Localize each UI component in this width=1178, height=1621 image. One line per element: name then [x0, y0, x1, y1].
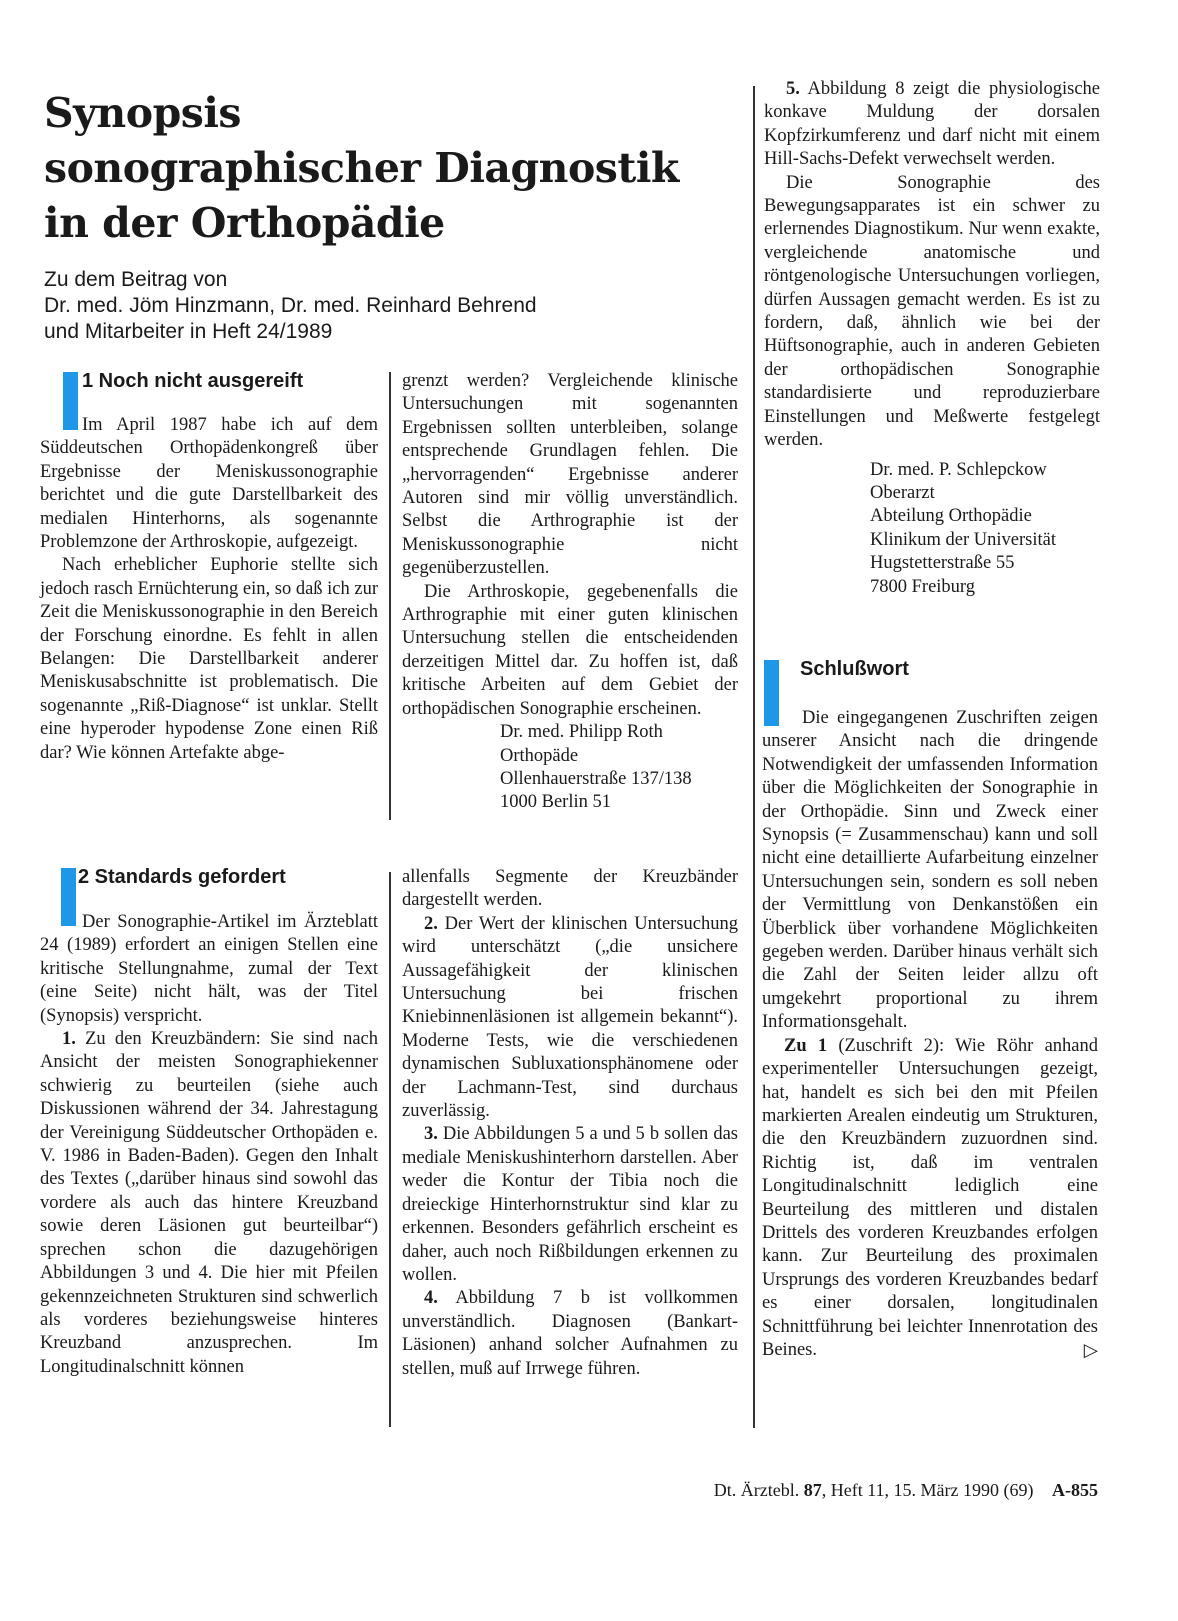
signature-line: Hugstetterstraße 55 — [870, 553, 1015, 574]
paragraph: Im April 1987 habe ich auf dem Süddeutschen Orthopädenkongreß über Ergebnisse der Meniskussonographie berichtet und die gute Darstellbarkeit des medialen Hinterhorns, als sogenannte Problemzone der Arthroskopie, aufgezeigt. — [40, 415, 378, 553]
title-line: Synopsis — [44, 89, 241, 137]
signature-line: 1000 Berlin 51 — [500, 792, 611, 813]
item-number: 3. — [424, 1124, 438, 1145]
letter1-column-1 — [40, 414, 378, 765]
paragraph: Nach erheblicher Euphorie stellte sich jedoch rasch Ernüchterung ein, so daß ich zur Zeit die Meniskussonographie in den Bereich der Forschung einordne. Es fehlt in allen Belangen: Die Darstellbarkeit anderer Meniskusabschnitte ist problematisch. Die sogenannte „Riß-Diagnose“ ist unklar. Stellt eine hyperoder hypodense Zone einen Riß dar? Wie können Artefakte abge- — [40, 555, 379, 763]
paragraph: Der Sonographie-Artikel im Ärzteblatt 24 (1989) erfordert an einigen Stellen eine kritische Stellungnahme, zumal der Text (eine Seite) nicht hält, was der Titel (Synopsis) verspricht. — [40, 912, 378, 1026]
letter1-heading: 1 Noch nicht ausgereift — [82, 370, 304, 392]
footer-volume: 87 — [803, 1480, 822, 1500]
footer-issue: , Heft 11, 15. März 1990 (69) — [821, 1480, 1034, 1500]
intro-line: und Mitarbeiter in Heft 24/1989 — [44, 320, 333, 343]
intro-line: Dr. med. Jöm Hinzmann, Dr. med. Reinhard Behrend — [44, 294, 537, 317]
article-intro — [44, 267, 684, 345]
signature-line: Abteilung Orthopädie — [870, 506, 1032, 527]
paragraph: Die Arthroskopie, gegebenenfalls die Arthrographie mit einer guten klinischen Untersuchung stellen die entscheidenden derzeitigen Mittel dar. Zu hoffen ist, daß kritische Arbeiten auf dem Gebiet der orthopädischen Sonographie erscheinen. — [402, 581, 738, 719]
signature-line: Orthopäde — [500, 745, 579, 766]
footer-journal: Dt. Ärztebl. — [713, 1480, 800, 1500]
signature-line: Oberarzt — [870, 482, 935, 503]
paragraph: 4. Abbildung 7 b ist vollkommen unverständlich. Diagnosen (Bankart-Läsionen) anhand solcher Aufnahmen zu stellen, muß auf Irrwege führen. — [402, 1288, 738, 1379]
article-title — [44, 86, 764, 251]
signature-line: Dr. med. P. Schlepckow — [870, 459, 1047, 480]
signature-line: Dr. med. Philipp Roth — [500, 722, 663, 743]
paragraph: Die eingegangenen Zuschriften zeigen unserer Ansicht nach die dringende Notwendigkeit der umfassenden Information über die Möglichkeiten der Sonographie in der Orthopädie. Sinn und Zweck einer Synopsis (= Zusammenschau) kann und soll nicht eine detaillierte Aufarbeitung einzelner Untersuchungen sein, sondern es soll neben der Vermittlung von Denkanstößen ein Überblick über vorhandene Möglichkeiten gegeben werden. Darüber hinaus verhält sich die Zahl der Seiten leider allzu oft umgekehrt proportional zu ihrem Informationsgehalt. — [762, 708, 1098, 1033]
signature-line: 7800 Freiburg — [870, 576, 976, 597]
signature-line: Ollenhauerstraße 137/138 — [500, 768, 692, 789]
paragraph: Zu 1 (Zuschrift 2): Wie Röhr anhand experimenteller Untersuchungen gezeigt, hat, handelt es sich bei den mit Pfeilen markierten Arealen eindeutig um Strukturen, die den Kreuzbändern zuzuordnen sind. Richtig ist, daß im ventralen Longitudinalschnitt lediglich eine Beurteilung des mittleren und distalen Drittels des vorderen Kreuzbandes erfolgen kann. Zur Beurteilung des proximalen Ursprungs des vorderen Kreuzbandes bedarf es einer dorsalen, longitudinalen Schnittführung bei leichter Innenrotation des Beines. ▷ — [762, 1035, 1098, 1361]
column-rule — [389, 872, 391, 1427]
intro-line: Zu dem Beitrag von — [44, 268, 228, 291]
signature-block — [402, 721, 738, 815]
item-number: 2. — [424, 913, 438, 934]
continue-arrow-icon: ▷ — [1083, 1339, 1098, 1361]
title-line: sonographischer Diagnostik — [44, 144, 679, 192]
letter2-column-1 — [40, 911, 378, 1379]
reply-lead: Zu 1 — [784, 1035, 828, 1056]
column-rule — [389, 372, 391, 820]
paragraph: 3. Die Abbildungen 5 a und 5 b sollen das mediale Meniskushinterhorn darstellen. Aber weder die Kontur der Tibia noch die dreieckige Hinterhornstruktur sind klar zu erkennen. Besonders gefährlich erscheint es daher, auch noch Rißbildungen erkennen zu wollen. — [402, 1124, 738, 1285]
paragraph: Die Sonographie des Bewegungsapparates ist ein schwer zu erlernendes Diagnostikum. Nur wenn exakte, vergleichende anatomische und röntgenologische Untersuchungen vorliegen, dürfen Aussagen gemacht werden. Es ist zu fordern, daß, ähnlich wie bei der Hüftsonographie, auch in anderen Gebieten der orthopädischen Sonographie standardisierte und reproduzierbare Einstellungen und Meßwerte festgelegt werden. — [764, 172, 1100, 451]
item-number: 4. — [424, 1288, 438, 1309]
letter1-column-2 — [402, 370, 738, 815]
footer-page-number: A-855 — [1052, 1480, 1098, 1500]
signature-block — [764, 459, 1100, 599]
paragraph: allenfalls Segmente der Kreuzbänder dargestellt werden. — [402, 867, 738, 911]
signature-line: Klinikum der Universität — [870, 529, 1056, 550]
column-rule — [753, 86, 755, 1428]
paragraph: 5. Abbildung 8 zeigt die physiologische konkave Muldung der dorsalen Kopfzirkumferenz und darf nicht mit einem Hill-Sachs-Defekt verwechselt werden. — [764, 79, 1100, 170]
title-line: in der Orthopädie — [44, 199, 445, 247]
item-number: 5. — [786, 79, 800, 99]
reply-column — [762, 707, 1098, 1362]
item-number: 1. — [62, 1029, 76, 1050]
letter2-heading: 2 Standards gefordert — [78, 866, 286, 888]
paragraph: 1. Zu den Kreuzbändern: Sie sind nach Ansicht der meisten Sonographiekenner schwierig zu beurteilen (siehe auch Diskussionen während der 34. Jahrestagung der Vereinigung Süddeutscher Orthopäden e. V. 1986 in Baden-Baden). Gegen den Inhalt des Textes („darüber hinaus sind sowohl das vordere als auch das hintere Kreuzband sowie deren Läsionen gut beurteilbar“) sprechen schon die dazugehörigen Abbildungen 3 und 4. Die hier mit Pfeilen gekennzeichneten Strukturen sind schwerlich als vorderes beziehungsweise hinteres Kreuzband anzusprechen. Im Longitudinalschnitt können — [40, 1029, 378, 1377]
reply-heading: Schlußwort — [800, 658, 909, 680]
paragraph: 2. Der Wert der klinischen Untersuchung wird unterschätzt („die unsichere Aussagefähigkeit der klinischen Untersuchung bei frischen Kniebinnenläsionen ist allgemein bekannt“). Moderne Tests, wie die verschiedenen dynamischen Subluxationsphänomene oder der Lachmann-Test, sind durchaus zuverlässig. — [402, 913, 738, 1122]
letter2-column-2 — [402, 866, 738, 1381]
paragraph: grenzt werden? Vergleichende klinische Untersuchungen mit sogenannten Ergebnissen sollten unterbleiben, solange entsprechende Grundlagen fehlen. Die „hervorragenden“ Ergebnisse anderer Autoren sind mir völlig unverständlich. Selbst die Arthrographie ist der Meniskussonographie nicht gegenüberzustellen. — [402, 371, 738, 579]
letter2-column-3 — [764, 78, 1100, 599]
page-footer — [714, 1480, 1098, 1501]
